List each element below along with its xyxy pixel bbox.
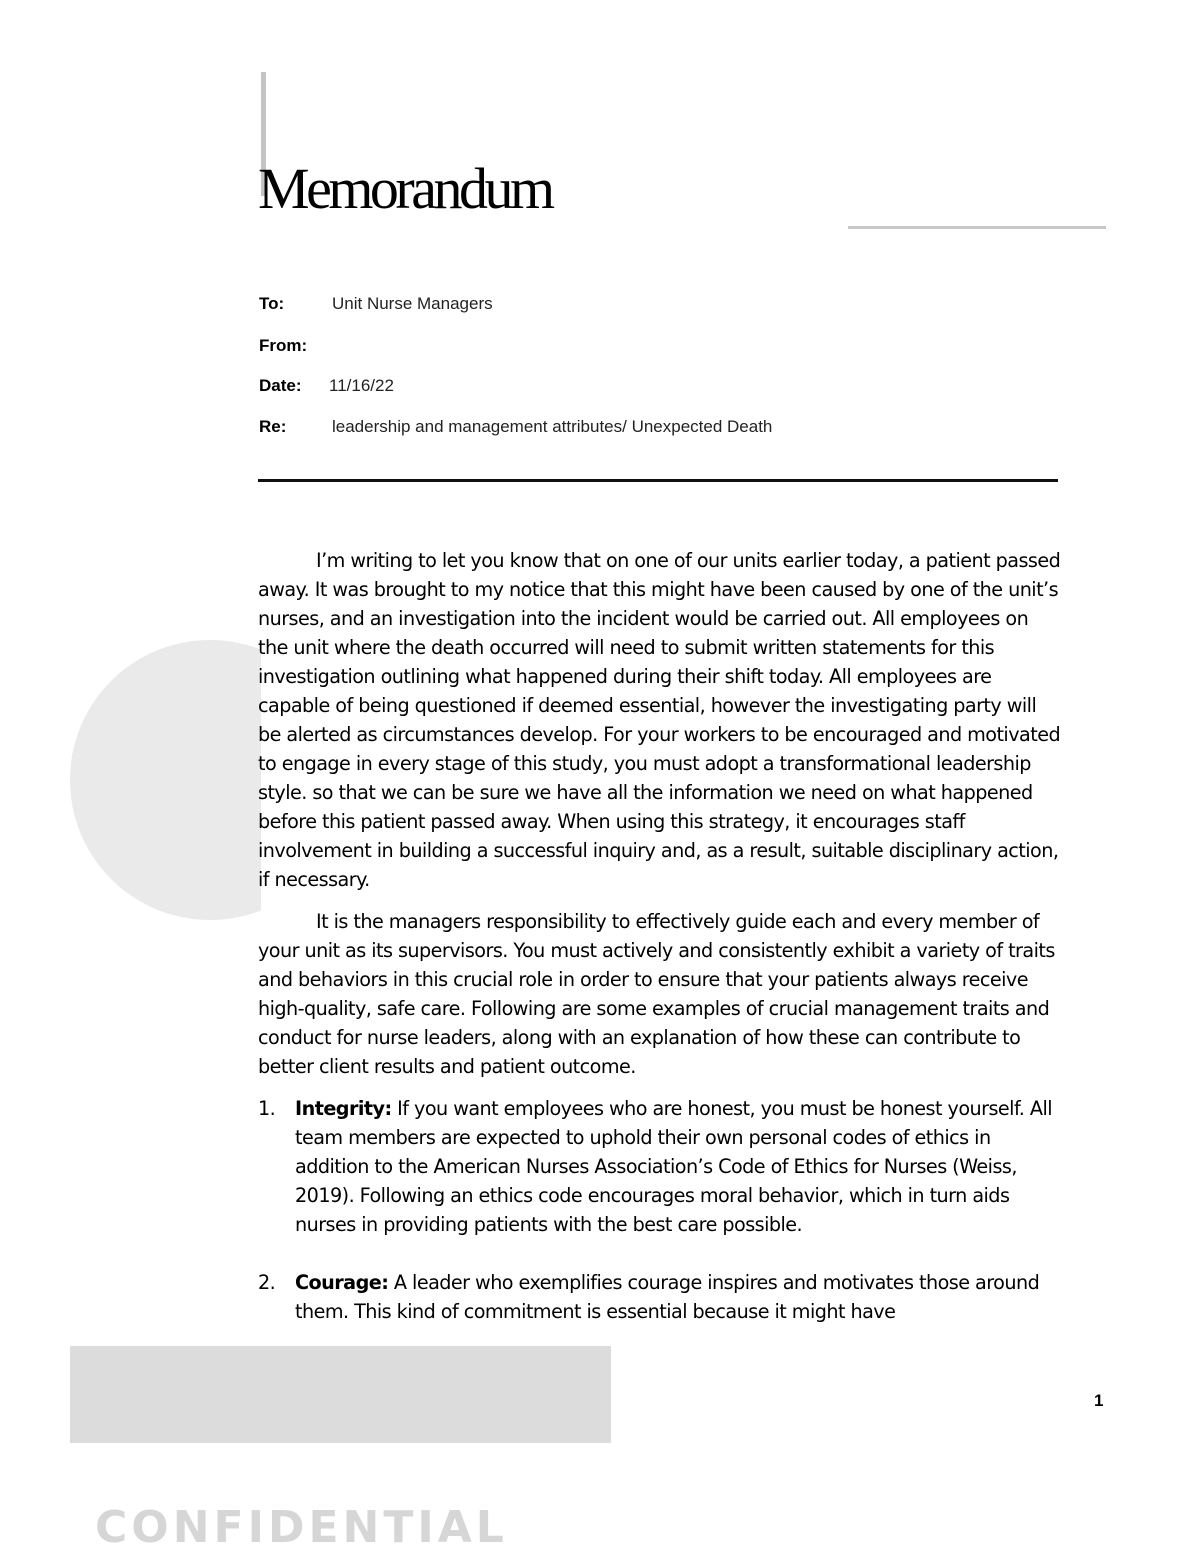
list-number: 1. — [258, 1097, 276, 1120]
date-label: Date: — [259, 376, 302, 395]
re-label: Re: — [259, 417, 287, 436]
list-term: Integrity: — [295, 1097, 392, 1120]
to-value: Unit Nurse Managers — [332, 294, 493, 313]
date-value: 11/16/22 — [329, 376, 394, 395]
title-accent-rule — [848, 226, 1106, 229]
confidential-stamp: CONFIDENTIAL — [95, 1502, 508, 1553]
page-number: 1 — [1094, 1391, 1104, 1410]
traits-list — [258, 1094, 1063, 1326]
body-paragraph-1: I’m writing to let you know that on one of our units earlier today, a patient passed away. It was brought to my notice that this might have been caused by one of the unit’s nurses, and an investigation into the incident would be carried out. All employees on the unit where the death occurred will need to submit written statements for this investigation outlining what happened during their shift today. All employees are capable of being questioned if deemed essential, however the investigating party will be alerted as circumstances develop. For your workers to be encouraged and motivated to engage in every stage of this study, you must adopt a transformational leadership style. so that we can be sure we have all the information we need on what happened before this patient passed away. When using this strategy, it encourages staff involvement in building a successful inquiry and, as a result, suitable disciplinary action, if necessary. — [258, 549, 1061, 891]
list-number: 2. — [258, 1271, 276, 1294]
body-paragraph-2: It is the managers responsibility to effectively guide each and every member of your unit as its supervisors. You must actively and consistently exhibit a variety of traits and behaviors in this crucial role in order to ensure that your patients always receive high-quality, safe care. Following are some examples of crucial management traits and conduct for nurse leaders, along with an explanation of how these can contribute to better client results and patient outcome. — [258, 910, 1055, 1078]
footer-block — [70, 1346, 611, 1443]
re-value: leadership and management attributes/ Unexpected Death — [332, 417, 773, 436]
to-label: To: — [259, 294, 285, 313]
memo-title: Memorandum — [258, 156, 552, 221]
list-term: Courage: — [295, 1271, 389, 1294]
header-divider — [258, 479, 1058, 482]
list-item — [258, 1094, 1063, 1239]
from-label: From: — [259, 336, 308, 355]
list-text: A leader who exemplifies courage inspires and motivates those around them. This kind of commitment is essential because it might have — [295, 1271, 1040, 1323]
list-text: If you want employees who are honest, you must be honest yourself. All team members are expected to uphold their own personal codes of ethics in addition to the American Nurses Association’s Code of Ethics for Nurses (Weiss, 2019). Following an ethics code encourages moral behavior, which in turn aids nurses in providing patients with the best care possible. — [295, 1097, 1053, 1236]
memo-body — [258, 546, 1063, 1355]
list-item — [258, 1268, 1063, 1326]
